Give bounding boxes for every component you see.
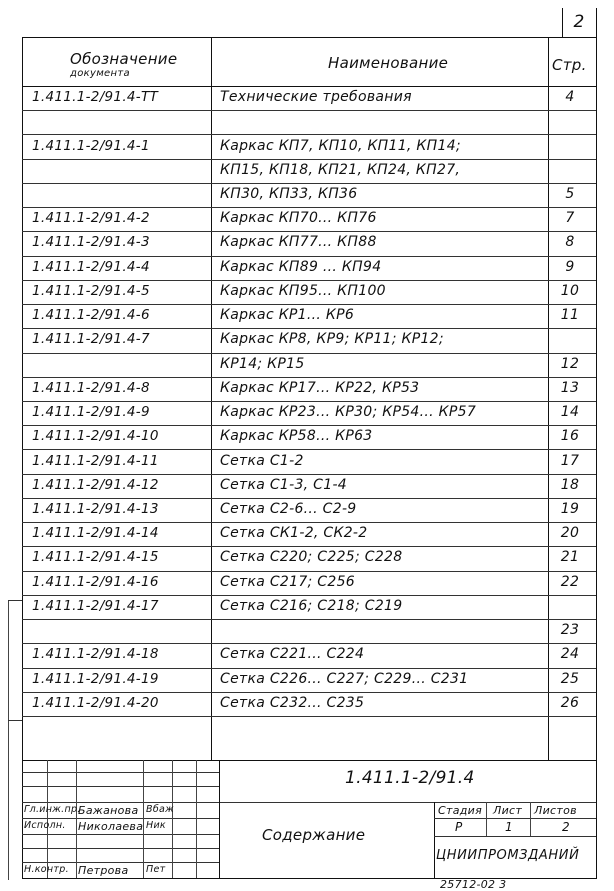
row-code: 1.411.1-2/91.4-8 — [32, 379, 150, 396]
row-code: 1.411.1-2/91.4-13 — [32, 501, 159, 518]
row-page: 13 — [560, 379, 580, 396]
row-name: КП30, КП33, КП36 — [220, 186, 358, 203]
title-block-stage-col2 — [530, 802, 531, 836]
row-page: 26 — [560, 694, 580, 711]
row-name: Каркас КР1... КР6 — [220, 307, 355, 324]
stamp-col-5 — [196, 760, 197, 878]
table-row — [22, 231, 596, 255]
title-block-sep-right — [219, 802, 596, 803]
row-page: 25 — [560, 670, 580, 687]
row-page: 4 — [565, 89, 575, 106]
title-block-doc-code: 1.411.1-2/91.4 — [345, 768, 475, 788]
stage-label: Стадия — [438, 804, 483, 817]
row-page: 9 — [565, 258, 575, 275]
table-row — [22, 522, 596, 546]
row-name: Каркас КП89 ... КП94 — [220, 258, 382, 275]
row-name: Каркас КП95... КП100 — [220, 282, 386, 299]
table-row — [22, 619, 596, 643]
row-code: 1.411.1-2/91.4-2 — [32, 210, 150, 227]
title-block-stage-row — [434, 818, 596, 819]
row-page: 21 — [560, 549, 580, 566]
row-name: Каркас КР17... КР22, КР53 — [220, 379, 420, 396]
table-row — [22, 183, 596, 207]
stamp-col-1 — [47, 760, 48, 878]
row-code: 1.411.1-2/91.4-17 — [32, 597, 159, 614]
table-row — [22, 110, 596, 134]
sheet-number-box-left — [562, 8, 563, 37]
row-code: 1.411.1-2/91.4-ТТ — [32, 89, 159, 106]
row-page: 24 — [560, 646, 580, 663]
stamp-row-1 — [22, 772, 219, 773]
row-page: 11 — [560, 307, 580, 324]
stamp-row-6 — [22, 848, 219, 849]
table-row — [22, 595, 596, 619]
stamp-signature: Пет — [146, 864, 166, 875]
row-page: 7 — [565, 210, 575, 227]
table-row — [22, 474, 596, 498]
row-code: 1.411.1-2/91.4-19 — [32, 670, 159, 687]
row-name: Сетка С220; С225; С228 — [220, 549, 403, 566]
table-row — [22, 134, 596, 158]
stamp-signature: Вбаж — [146, 804, 174, 815]
stamp-col-3 — [143, 760, 144, 878]
stamp-name: Бажанова — [78, 804, 139, 817]
row-page: 8 — [565, 234, 575, 251]
row-code: 1.411.1-2/91.4-1 — [32, 137, 150, 154]
table-row — [22, 643, 596, 667]
title-block-stage-left — [434, 802, 435, 878]
footer-number: 25712-02 3 — [440, 878, 507, 891]
stamp-name: Петрова — [78, 864, 129, 877]
sheets-value: 2 — [562, 820, 570, 834]
row-code: 1.411.1-2/91.4-7 — [32, 331, 150, 348]
stamp-role: Н.контр. — [24, 864, 69, 875]
frame-right-border — [596, 8, 597, 879]
table-row — [22, 256, 596, 280]
binding-strip-mid — [8, 720, 22, 721]
row-name: Сетка С1-2 — [220, 452, 304, 469]
table-row — [22, 498, 596, 522]
row-name: Сетка С232... С235 — [220, 694, 365, 711]
sheet-label: Лист — [493, 804, 523, 817]
row-code: 1.411.1-2/91.4-15 — [32, 549, 159, 566]
header-page: Стр. — [552, 56, 587, 74]
row-page: 10 — [560, 282, 580, 299]
frame-bottom-border — [22, 878, 596, 879]
title-block-top — [22, 760, 596, 761]
stamp-signature: Ник — [146, 820, 166, 831]
table-row — [22, 377, 596, 401]
row-page: 16 — [560, 428, 580, 445]
table-row — [22, 571, 596, 595]
row-page: 5 — [565, 186, 575, 203]
row-name: Сетка С2-6... С2-9 — [220, 501, 357, 518]
row-name: Каркас КР8, КР9; КР11; КР12; — [220, 331, 444, 348]
table-row — [22, 692, 596, 716]
binding-strip-line — [8, 600, 9, 880]
header-name: Наименование — [328, 54, 449, 72]
table-row — [22, 401, 596, 425]
table-row — [22, 353, 596, 377]
header-designation: Обозначение — [70, 50, 178, 68]
table-row — [22, 159, 596, 183]
row-page: 20 — [560, 525, 580, 542]
table-row — [22, 207, 596, 231]
row-name: Сетка С221... С224 — [220, 646, 365, 663]
stamp-col-2 — [76, 760, 77, 878]
row-code: 1.411.1-2/91.4-14 — [32, 525, 159, 542]
row-code: 1.411.1-2/91.4-4 — [32, 258, 150, 275]
table-row — [22, 668, 596, 692]
row-code: 1.411.1-2/91.4-9 — [32, 404, 150, 421]
stamp-role: Гл.инж.пр. — [24, 804, 81, 815]
row-name: КП15, КП18, КП21, КП24, КП27, — [220, 161, 461, 178]
stamp-row-2 — [22, 786, 219, 787]
row-name: Сетка С216; С218; С219 — [220, 597, 403, 614]
stamp-row-7 — [22, 862, 219, 863]
title-block-divider — [219, 760, 220, 878]
table-row — [22, 546, 596, 570]
row-code: 1.411.1-2/91.4-20 — [32, 694, 159, 711]
sheet-number-box-bottom — [562, 37, 596, 38]
table-row — [22, 304, 596, 328]
table-row — [22, 328, 596, 352]
row-code: 1.411.1-2/91.4-5 — [32, 282, 150, 299]
stamp-row-4 — [22, 818, 219, 819]
row-name: Технические требования — [220, 89, 412, 106]
row-code: 1.411.1-2/91.4-11 — [32, 452, 159, 469]
stamp-role: Исполн. — [24, 820, 66, 831]
title-block-sheet-title: Содержание — [262, 826, 366, 844]
sheet-value: 1 — [505, 820, 513, 834]
row-name: Каркас КП7, КП10, КП11, КП14; — [220, 137, 461, 154]
row-name: Сетка С226... С227; С229... С231 — [220, 670, 469, 687]
table-row — [22, 449, 596, 473]
stamp-row-5 — [22, 834, 219, 835]
row-page: 22 — [560, 573, 580, 590]
title-block-stage-col1 — [486, 802, 487, 836]
row-page: 23 — [560, 622, 580, 639]
row-name: Каркас КР58... КР63 — [220, 428, 373, 445]
binding-strip-top — [8, 600, 22, 601]
row-name: Каркас КР23... КР30; КР54... КР57 — [220, 404, 477, 421]
row-code: 1.411.1-2/91.4-3 — [32, 234, 150, 251]
row-name: КР14; КР15 — [220, 355, 305, 372]
row-page: 14 — [560, 404, 580, 421]
stage-value: Р — [455, 820, 463, 834]
table-row — [22, 280, 596, 304]
stamp-row-3 — [22, 802, 219, 803]
header-designation-sub: документа — [70, 68, 130, 79]
table-row — [22, 425, 596, 449]
row-page: 17 — [560, 452, 580, 469]
sheet-number: 2 — [573, 12, 585, 32]
title-block-stage-values — [434, 836, 596, 837]
row-page: 12 — [560, 355, 580, 372]
row-code: 1.411.1-2/91.4-18 — [32, 646, 159, 663]
row-name: Каркас КП70... КП76 — [220, 210, 377, 227]
organization-name: ЦНИИПРОМЗДАНИЙ — [436, 848, 580, 863]
row-line — [22, 716, 596, 717]
stamp-name: Николаева — [78, 820, 144, 833]
row-name: Сетка С217; С256 — [220, 573, 355, 590]
row-page: 19 — [560, 501, 580, 518]
row-code: 1.411.1-2/91.4-12 — [32, 476, 159, 493]
row-name: Сетка СК1-2, СК2-2 — [220, 525, 368, 542]
row-name: Каркас КП77... КП88 — [220, 234, 377, 251]
row-code: 1.411.1-2/91.4-16 — [32, 573, 159, 590]
table-row — [22, 86, 596, 110]
row-code: 1.411.1-2/91.4-10 — [32, 428, 159, 445]
row-page: 18 — [560, 476, 580, 493]
stamp-col-4 — [172, 760, 173, 878]
frame-top-border — [22, 37, 596, 38]
sheets-label: Листов — [534, 804, 577, 817]
row-code: 1.411.1-2/91.4-6 — [32, 307, 150, 324]
row-name: Сетка С1-3, С1-4 — [220, 476, 348, 493]
